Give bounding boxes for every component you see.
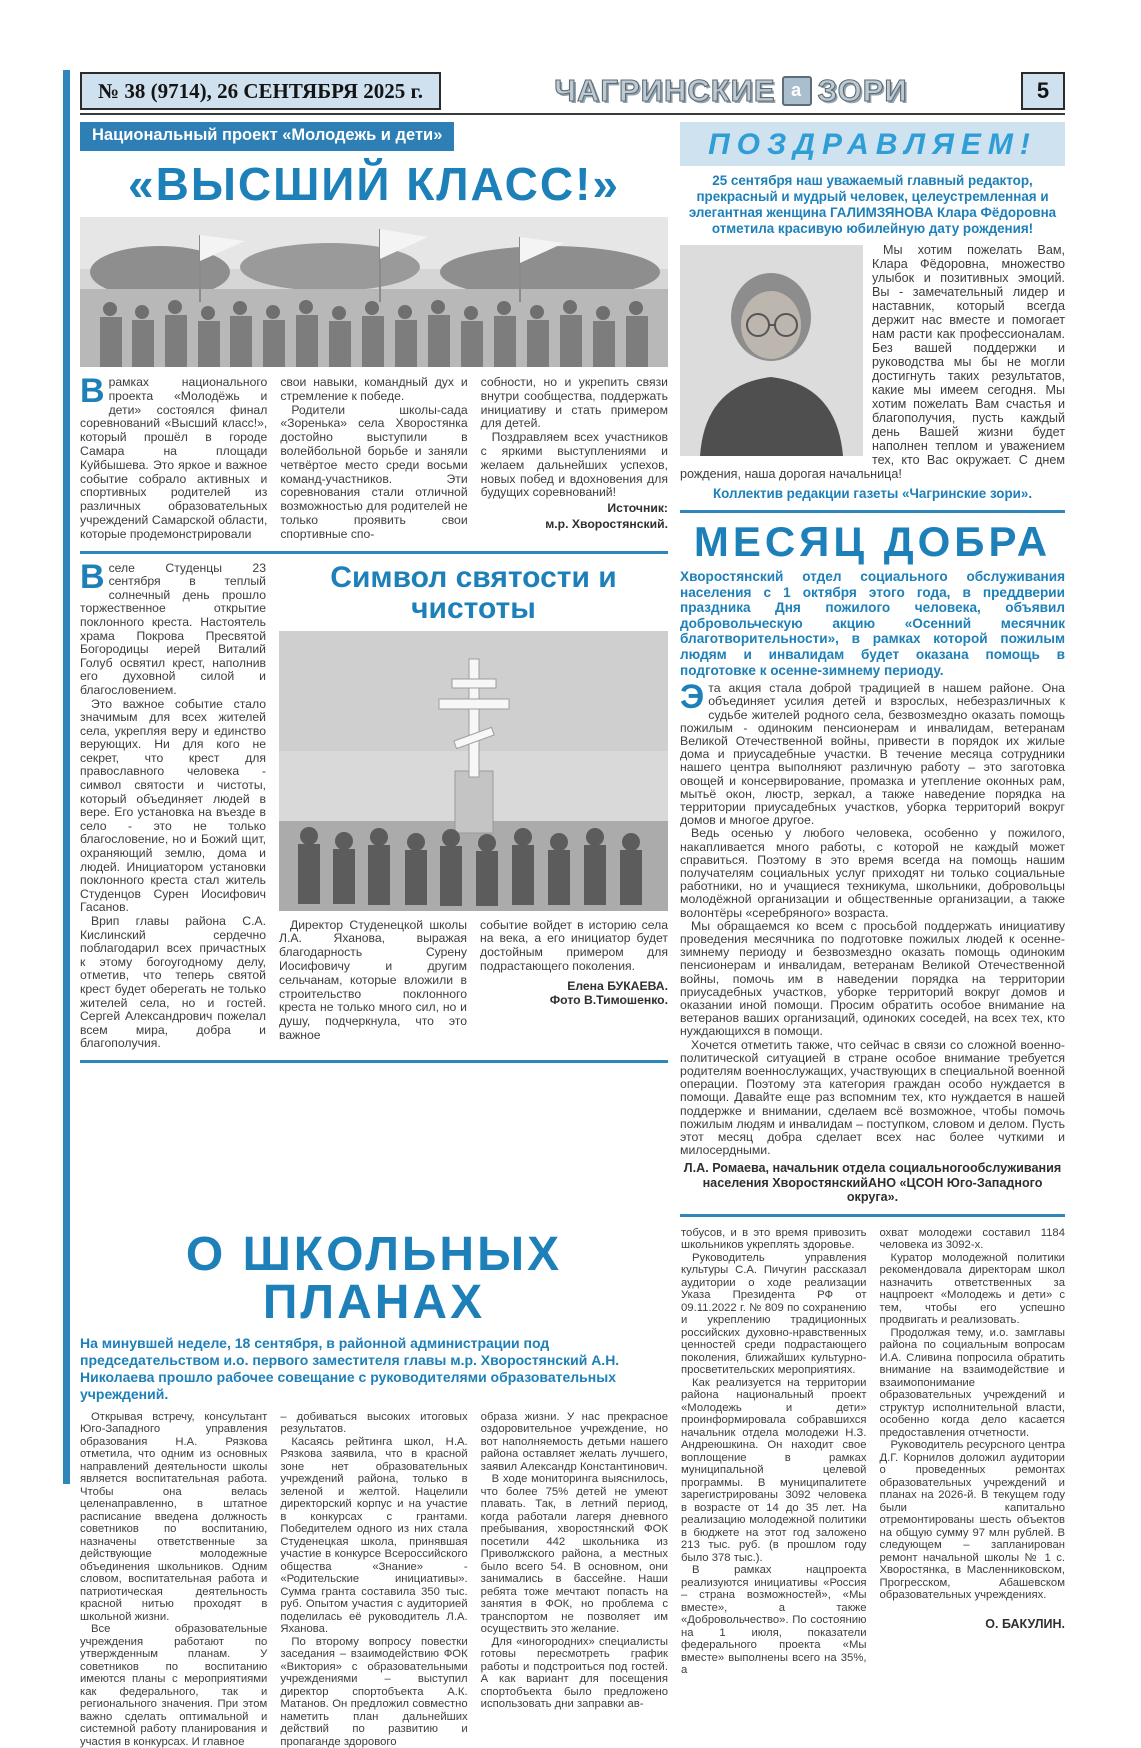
left-column [80,122,668,1225]
dobro-title: МЕСЯЦ ДОБРА [693,518,1052,565]
school-signature: О. БАКУЛИН. [985,1616,1065,1631]
issue-box: № 38 (9714), 26 СЕНТЯБРЯ 2025 г. [80,72,441,110]
portrait-photo [680,245,863,456]
article-simvol-svyatosti [80,557,668,1051]
newspaper-page [80,72,1065,1748]
paragraph: Продолжая тему, и.о. замглавы района по социальным вопросам И.А. Сливина попросила обратить внимание на взаимодействие и взаимопонимание образовательных учреждений и структур исполнительной власти, особенно когда дело касается предоставления отчетности. [879,1326,1065,1439]
section-divider [680,510,1065,513]
paragraph: образа жизни. У нас прекрасное оздоровительное учреждение, но вот наполняемость детьми нашего района оставляет желать лучшего, заявил Александр Константинович. [480,1410,668,1473]
paragraph: Руководитель управления культуры С.А. Пичугин рассказал аудитории о ходе реализации Указа Президента РФ от 09.11.2022 г. № 809 по сохранению и укреплению традиционных российских духовно-нравственных ценностей среди подрастающего поколения, ближайших культурно-просветительских мероприятиях. [681,1251,867,1377]
dobro-lead: Хворостянский отдел социального обслуживания населения с 1 октября этого года, в преддверии праздника Дня пожилого человека, объявил добровольческую акцию «Осенний месячник благотворительности», в рамках которой пожилым людям и инвалидам будет оказана помощь в подготовке к осенне-зимнему периоду. [680,569,1065,678]
congrats-title-box [680,122,1065,166]
congrats-title: ПОЗДРАВЛЯЕМ! [708,128,1037,161]
school-columns-1-3 [80,1411,668,1748]
source-name: м.р. Хворостянский. [545,516,668,531]
paragraph: Для «иногородних» специалисты готовы пересмотреть график работы и подстроиться под гостей. А как вариант для посещения спортобъекта было предложено использовать дни заправки ав- [480,1635,668,1711]
dropcap: В [80,557,105,596]
right-column [680,122,1065,1225]
paragraph: собности, но и укрепить связи внутри сообщества, поддержать инициативу и стать примером для детей. [480,375,668,431]
school-title: О ШКОЛЬНЫХ ПЛАНАХ [185,1227,563,1329]
paragraph: В ходе мониторинга выяснилось, что более 75% детей не умеют плавать. Так, в летний период, когда работали лагеря дневного пребывания, хворостянский ФОК посетили 442 школьника из Приволжского района, а местных было всего 54. В основном, они занимались в бассейне. Наши ребята тоже мечтают попасть на занятия в ФОК, но проблема с транспортом не позволяет им осуществить это желание. [480,1473,668,1636]
school-plans-section [80,1227,1065,1748]
paragraph: По второму вопросу повестки заседания – взаимодействию ФОК «Виктория» с образовательными учреждениями – выступил директор спортобъекта А.К. Матанов. Он предложил совместно наметить план дальнейших действий по развитию и пропаганде здорового [280,1635,468,1748]
paragraph: Врамках национального проекта «Молодёжь и дети» состоялся финал соревнований «Высший класс!», который прошёл в городе Самара на площади Куйбышева. Это яркое и важное событие собрало активных и спортивных родителей из различных образовательных учреждений Самарской области, которые продемонстрировали [80,372,268,541]
section-divider [80,551,668,554]
article1-title: «ВЫСШИЙ КЛАСС!» [128,158,620,210]
paragraph: Ведь осенью у любого человека, особенно у пожилого, накапливается много работы, с которой не каждый может справиться. Поэтому в это время всегда на помощь нашим получателям социальных услуг приходят ни только социальные работники, но и учащиеся техникума, школьники, добровольцы молодёжной организации и общественные организации, а также волонтёры «серебряного» возраста. [680,826,1065,920]
paragraph: Поздравляем всех участников с яркими выступлениями и желаем дальнейших успехов, новых побед и вдохновения для будущих соревнований! [480,430,668,500]
page-number: 5 [1021,72,1065,110]
school-lead: На минувшей неделе, 18 сентября, в районной администрации под председательством и.о. первого заместителя главы м.р. Хворостянский А.Н. Николаева прошло рабочее совещание с руководителями образовательных учреждений. [80,1334,620,1402]
cross-photo [279,631,668,911]
paragraph: Хочется отметить также, что сейчас в связи со сложной военно-политической ситуацией в стране особое внимание требуется родителям военнослужащих, участвующих в специальной военной операции. Поэтому эта категория граждан особо нуждается в помощи. Давайте еще раз вспомним тех, кто нуждается в нашей поддержке и внимании, сделаем всё возможное, чтобы помочь пожилым людям и инвалидам – поступком, словом и делом. Пусть этот месяц добра сделает всех нас более чуткими и милосердными. [680,1037,1065,1158]
paragraph: тобусов, и в это время привозить школьников укреплять здоровье. [681,1226,867,1252]
paragraph: Вселе Студенцы 23 сентября в теплый солнечный день прошло торжественное открытие поклонного креста. Настоятель храма Покрова Пресвятой Богородицы иерей Виталий Голуб освятил крест, наполнив его духовной силой и благословением. [80,557,266,697]
masthead-left: ЧАГРИНСКИЕ [554,73,776,108]
article1-col2 [280,376,467,542]
paragraph: Куратор молодежной политики рекомендовала директорам школ назначить ответственных за нацпроект «Молодежь и дети» с тем, чтобы его успешно продвигать и реализовать. [879,1251,1065,1327]
paragraph: охват молодежи составил 1184 человека из 3092-х. [879,1226,1065,1252]
paragraph: Родители школы-сада «Зоренька» села Хворостянка достойно выступили в волейбольной борьбе и заняли четвёртое место среди восьми команд-участников. Эти соревнования стали отличной возможностью для родителей не только проявить свои спортивные спо- [280,402,468,541]
dropcap: В [80,372,105,410]
article2-bottom-col1 [279,919,467,1043]
masthead-emblem: а [782,76,812,106]
congrats-lead: 25 сентября наш уважаемый главный редактор, прекрасный и мудрый человек, целеустремленная и элегантная женщина ГАЛИМЗЯНОВА Клара Фёдоровна отметила красивую юбилейную дату рождения! [688,173,1057,236]
school-col5 [880,1227,1066,1748]
school-col4 [681,1227,867,1748]
main-content [80,122,1065,1225]
congrats-section [680,122,1065,501]
paragraph: Все образовательные учреждения работают по утвержденным планам. У советников по воспитанию имеются планы с мероприятиями как федерального, так и регионального значения. При этом важно сделать оптимальной и системной работу планирования и участия в конкурсах. И главное [80,1623,268,1748]
page-header [80,72,1065,115]
photo-credit: Фото В.Тимошенко. [549,992,668,1007]
dobro-section [680,518,1065,1205]
congrats-body [680,243,1065,481]
article2-bottom-columns [279,919,668,1043]
national-project-banner: Национальный проект «Молодежь и дети» [80,122,454,151]
group-photo [80,217,668,367]
paragraph: Открывая встречу, консультант Юго-Западного управления образования Н.А. Рязкова отметила, что одним из основных направлений деятельности школы является воспитательная работа. Чтобы она велась целенаправленно, в штатное расписание введена должность советников по воспитанию, назначены ответственные за действующие молодежные объединения школьников. Одним словом, воспитательная работа и патриотическая деятельность красной нитью проходят в школьной жизни. [80,1410,268,1623]
paragraph: В рамках нацпроекта реализуются инициативы «Россия – страна возможностей», «Мы вместе», а также «Добровольчество». По состоянию на 1 июля, показатели федерального проекта «Мы вместе» выполнены всего на 35%, а [681,1564,867,1677]
section-divider [680,1214,1065,1217]
school-col2 [280,1411,467,1748]
school-left-area [80,1227,668,1748]
article1-columns [80,372,668,542]
paragraph: Директор Студенецкой школы Л.А. Яханова, выражая благодарность Сурену Иосифовичу и другим сельчанам, которые вложили в строительство поклонного креста не только много сил, но и душу, подчеркнула, что это важное [279,917,467,1042]
article-vysshiy-klass [80,122,668,542]
paragraph: Как реализуется на территории района национальный проект «Молодежь и дети» проинформировала собравшихся начальник отдела молодежи Н.З. Андреюшкина. Он находит свое воплощение в рамках муниципальной целевой программы. В муниципалитете зарегистрированы 3092 человека в возрасте от 14 до 35 лет. На реализацию молодежной политики в бюджете на этот год заложено 213 тыс. руб. (в прошлом году было 378 тыс.). [681,1376,867,1564]
congrats-signature: Коллектив редакции газеты «Чагринские зори». [712,486,1033,501]
paragraph: Мы обращаемся ко всем с просьбой поддержать инициативу проведения месячника по подготовке пожилых людей к осенне-зимнему периоду и безвозмездно оказать помощь одиноким пенсионерам и инвалидам, ветеранам Великой Отечественной войны, помочь им в наведении порядка на территории приусадебных участков, уборке территорий вокруг домов и оказании иной помощи. Просим обратить особое внимание на ветеранов ваших организаций, одиноких соседей, на всех тех, кто нуждающихся в помощи. [680,918,1065,1039]
left-accent-strip [63,70,70,1484]
article2-right-area [279,562,668,1051]
dobro-signature: Л.А. Ромаева, начальник отдела социальногообслуживания населения ХворостянскийАНО «ЦСОН Юго-Западного округа». [683,1161,1062,1205]
article2-bottom-col2 [480,919,668,1043]
dobro-body [680,678,1065,1158]
school-columns-4-5 [681,1227,1065,1748]
paragraph: Это важное событие стало значимым для всех жителей села, укрепляя веру и единство верующих. Ни для кого не секрет, что крест для православного человека - символ святости и чистоты, который объединяет людей в вере. Его установка на въезде в село - это не только благословение, но и Божий щит, охраняющий землю, дома и людей. Инициатором установки поклонного креста стал житель Студенцов Сурен Иосифович Гасанов. [80,696,266,915]
masthead [455,72,1007,110]
paragraph: Эта акция стала доброй традицией в нашем районе. Она объединяет усилия детей и взрослых, небезразличных к судьбе жителей родного села, безвозмездно оказать помощь пожилым - одиноким пенсионерам и инвалидам, ветеранам Великой Отечественной войны, привести в порядок их жилые дома и приусадебные участки. В течение месяца сотрудники нашего центра выполняют различную работу – это заготовка овощей и консервирование, промазка и утепление оконных рам, мытьё окон, люстр, зеркал, а также наведение порядка на территории приусадебных участков, уборка территорий вокруг домов и многое другое. [680,678,1065,828]
masthead-right: ЗОРИ [817,73,908,108]
paragraph: событие войдет в историю села на века, а его инициатор будет достойным примером для подрастающего поколения. [480,917,668,973]
paragraph: Врип главы района С.А. Кислинский сердечно поблагодарил всех причастных к этому богоугодному делу, отметив, что теперь святой крест будет оберегать не только жителей села, но и гостей. Сергей Александрович пожелал всем мира, добра и благополучия. [80,914,266,1051]
paragraph: Руководитель ресурсного центра Д.Г. Корнилов доложил аудитории о проведенных ремонтах образовательных учреждений и планах на 2026-й. В текущем году были капитально отремонтированы шесть объектов на общую сумму 97 млн рублей. В следующем – запланирован ремонт начальной школы № 1 с. Хворостянка, в Масленниковском, Прогресском, Абашевском образовательных учреждениях. [879,1439,1065,1602]
school-col3 [481,1411,668,1748]
dropcap: Э [680,678,705,717]
article1-col3 [481,376,668,542]
article1-col1 [80,372,268,542]
source-label: Источник: [607,501,668,516]
paragraph: свои навыки, командный дух и стремление к победе. [280,375,468,403]
paragraph: Касаясь рейтинга школ, Н.А. Рязкова заявила, что в красной зоне нет образовательных учреждений района, только в зеленой и желтой. Нацелили директорский корпус и на участие в конкурсах с грантами. Победителем одного из них стала Студенецкая школа, принявшая участие в конкурсе Всероссийского общества «Знание» - «Родительские инициативы». Сумма гранта составила 350 тыс. руб. Опытом участия с аудиторией поделилась её руководитель Л.А. Яханова. [280,1435,468,1636]
section-divider [80,1060,668,1063]
author-signature: Елена БУКАЕВА. [567,978,668,993]
article2-title: Символ святости и чистоты [330,560,617,626]
congrats-text: Мы хотим пожелать Вам, Клара Фёдоровна, множество улыбок и позитивных эмоций. Вы - замечательный лидер и наставник, который всегда держит нас вместе и помогает нам расти как профессионалам. Без вашей поддержки и руководства мы бы не могли достигнуть таких результатов, какие мы имеем сегодня. Мы хотим пожелать Вам счастья и благополучия, пусть каждый день Вашей жизни будет наполнен теплом и уважением тех, кто Вас окружает. С днем рождения, наша дорогая начальница! [680,243,1065,481]
article2-left-column [80,557,266,1051]
school-col1 [80,1411,267,1748]
paragraph: – добиваться высоких итоговых результатов. [280,1410,468,1436]
